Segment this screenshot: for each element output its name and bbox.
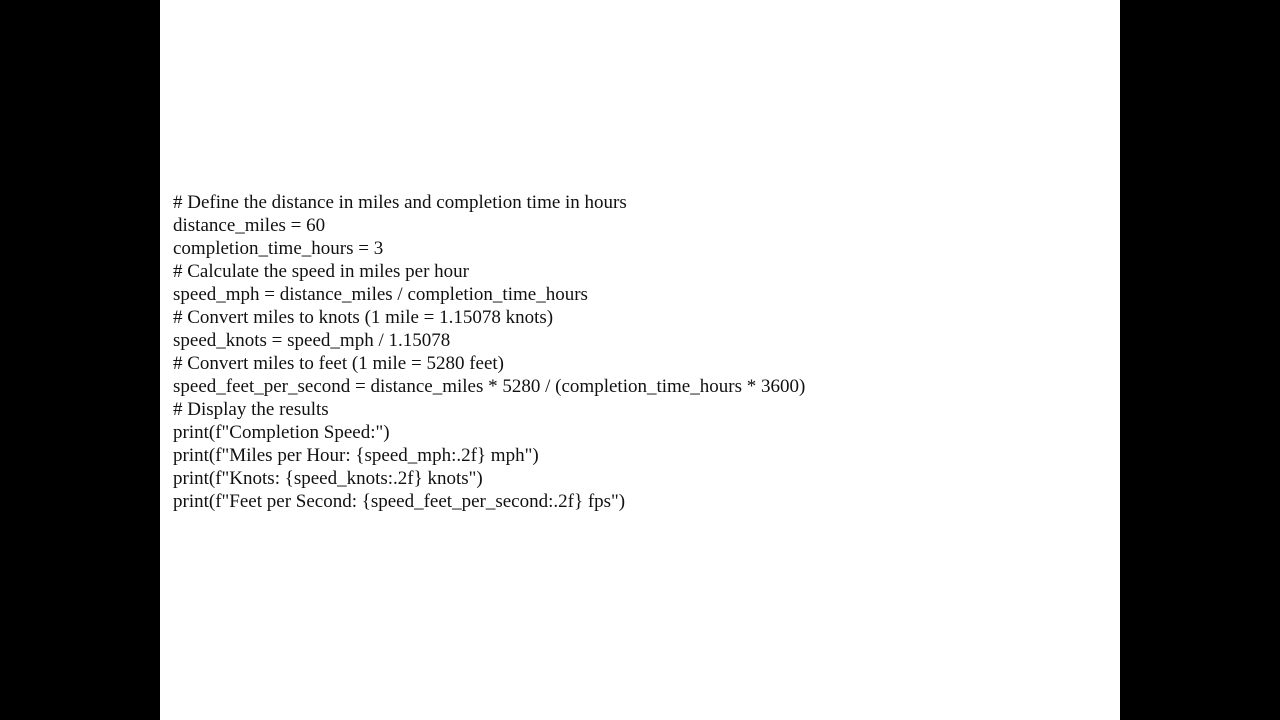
code-comment-line: # Convert miles to feet (1 mile = 5280 feet) [173, 353, 504, 374]
document-page [160, 0, 1120, 720]
code-line: completion_time_hours = 3 [173, 238, 384, 259]
code-line: speed_knots = speed_mph / 1.15078 [173, 330, 451, 351]
code-comment-line: # Display the results [173, 399, 329, 420]
code-line: distance_miles = 60 [173, 215, 326, 236]
code-comment-line: # Calculate the speed in miles per hour [173, 261, 469, 282]
code-line: print(f"Knots: {speed_knots:.2f} knots") [173, 468, 483, 489]
code-line: speed_mph = distance_miles / completion_time_hours [173, 284, 588, 305]
code-line: speed_feet_per_second = distance_miles * 5280 / (completion_time_hours * 3600) [173, 376, 806, 397]
code-comment-line: # Define the distance in miles and completion time in hours [173, 192, 627, 213]
code-comment-line: # Convert miles to knots (1 mile = 1.15078 knots) [173, 307, 554, 328]
code-line: print(f"Completion Speed:") [173, 422, 390, 443]
code-line: print(f"Feet per Second: {speed_feet_per_second:.2f} fps") [173, 491, 626, 512]
code-text-block [173, 191, 805, 513]
code-line: print(f"Miles per Hour: {speed_mph:.2f} mph") [173, 445, 539, 466]
